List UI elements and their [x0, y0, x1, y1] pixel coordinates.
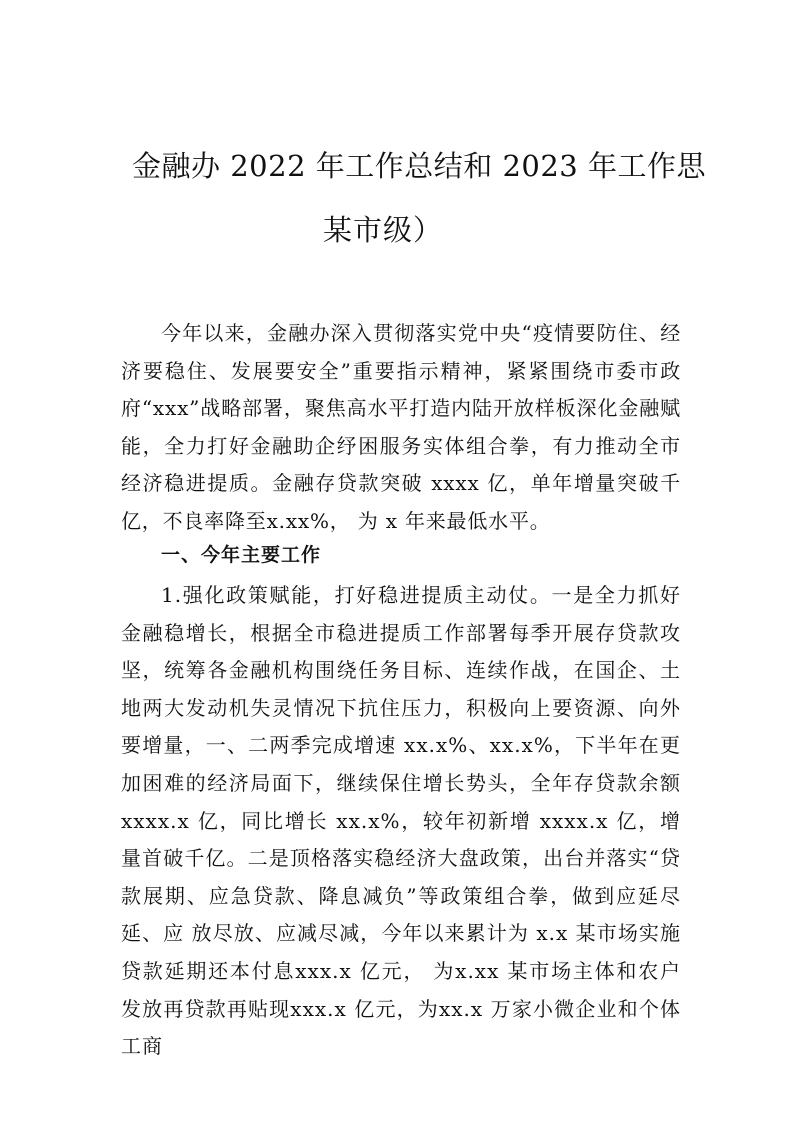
- document-subtitle: 某市级）: [323, 213, 444, 247]
- section-paragraph: 1.强化政策赋能，打好稳进提质主动仗。一是全力抓好金融稳增长，根据全市稳进提质工作部署每季开展存贷款攻坚，统筹各金融机构围绕任务目标、连续作战，在国企、土地两大发动机失灵情况下抗住压力，积极向上要资源、向外要增量，一、二两季完成增速 xx.x%、xx.x%，下半年在更加困难的经济局面下，继续保住增长势头，全年存贷款余额 xxxx.x 亿，同比增长 xx.x%，较年初新增 xxxx.x 亿，增量首破千亿。二是顶格落实稳经济大盘政策，出台并落实“贷款展期、应急贷款、降息减负”等政策组合拳，做到应延尽延、应 放尽放、应减尽减，今年以来累计为 x.x 某市场实施贷款延期还本付息xxx.x 亿元， 为x.xx 某市场主体和农户发放再贷款再贴现xxx.x 亿元，为xx.x 万家小微企业和个体工商: [121, 583, 681, 1059]
- section-heading: 一、今年主要工作: [161, 544, 322, 566]
- document-title: 金融办 2022 年工作总结和 2023 年工作思: [132, 149, 706, 183]
- intro-paragraph: 今年以来，金融办深入贯彻落实党中央“疫情要防住、经济要稳住、发展要安全”重要指示精神，紧紧围绕市委市政府“xxx”战略部署，聚焦高水平打造内陆开放样板深化金融赋能，全力打好金融助企纾困服务实体组合拳，有力推动全市经济稳进提质。金融存贷款突破 xxxx 亿，单年增量突破千亿，不良率降至x.xx%， 为 x 年来最低水平。: [121, 321, 681, 533]
